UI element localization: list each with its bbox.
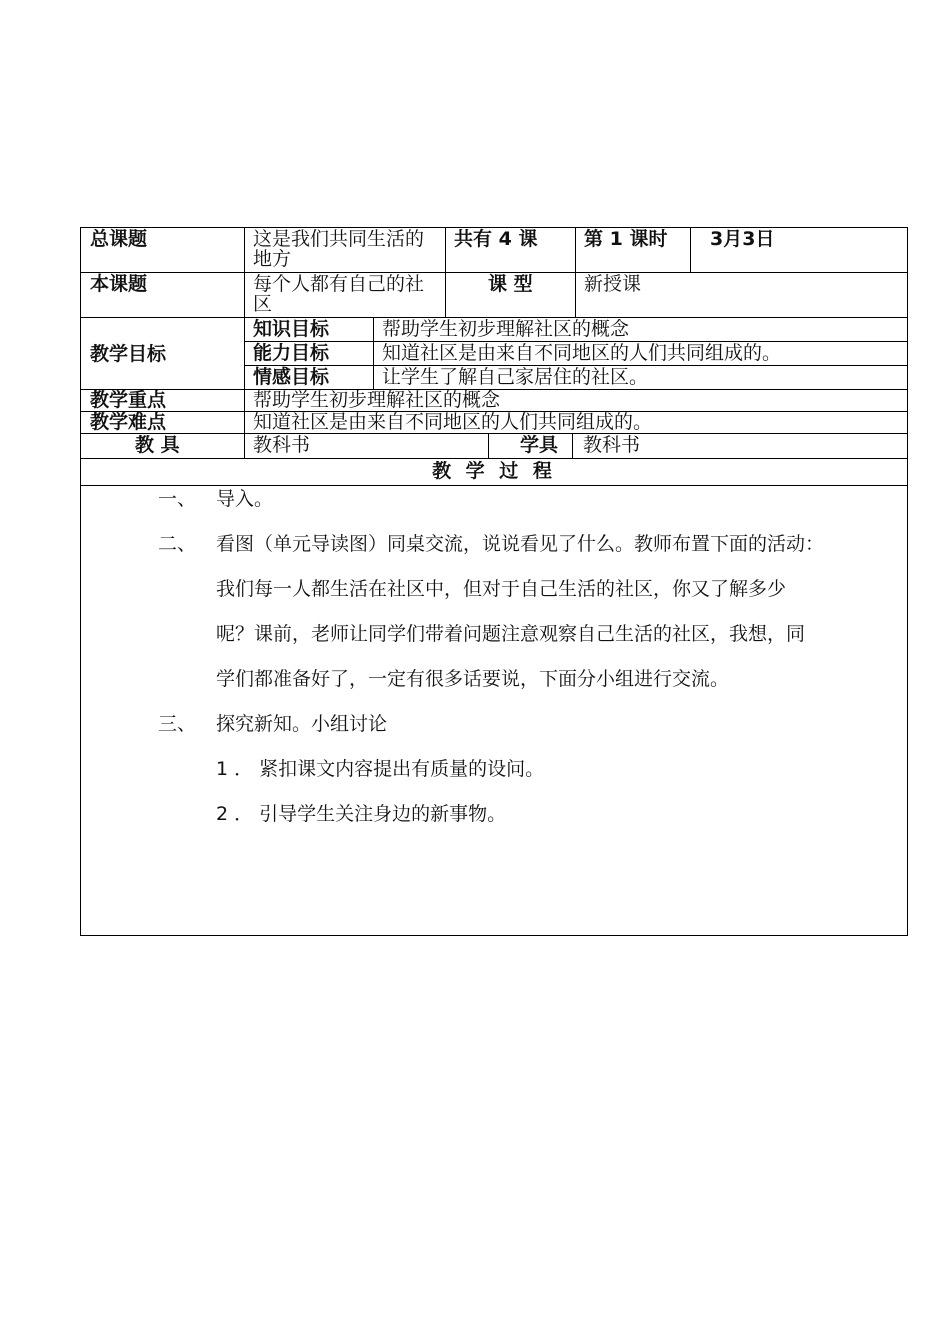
row-divider: [80, 458, 908, 459]
process-line: 探究新知。小组讨论: [216, 713, 388, 735]
process-title: 教 学 过 程: [432, 460, 556, 482]
student-tools-value: 教科书: [583, 434, 641, 456]
difficulty-text: 知道社区是由来自不同地区的人们共同组成的。: [253, 411, 653, 433]
col-divider: [488, 433, 489, 458]
process-line: 1 ． 紧扣课文内容提出有质量的设问。: [216, 758, 545, 780]
col-divider: [445, 227, 446, 317]
teacher-tools-value: 教科书: [253, 434, 311, 456]
process-body: [80, 477, 908, 897]
student-tools-label: 学具: [520, 434, 559, 456]
col-divider: [690, 227, 691, 272]
goal-emotion-text: 让学生了解自己家居住的社区。: [382, 366, 649, 388]
process-line-num: 一、: [158, 488, 197, 510]
goal-knowledge-label: 知识目标: [253, 318, 330, 340]
goal-ability-label: 能力目标: [253, 342, 330, 364]
col-divider: [373, 317, 374, 389]
type-label: 课 型: [488, 273, 533, 295]
process-line: 看图（单元导读图）同桌交流，说说看见了什么。教师布置下面的活动：: [216, 533, 825, 555]
total-topic-value: 这是我们共同生活的地方: [253, 228, 425, 270]
col-divider: [575, 227, 576, 317]
process-line: 学们都准备好了，一定有很多话要说，下面分小组进行交流。: [216, 668, 730, 690]
focus-text: 帮助学生初步理解社区的概念: [253, 389, 501, 411]
focus-label: 教学重点: [90, 389, 167, 411]
process-line: 导入。: [216, 488, 274, 510]
lesson-date: 3月3日: [710, 228, 775, 250]
process-line: 我们每一人都生活在社区中，但对于自己生活的社区，你又了解多少: [216, 578, 787, 600]
table-border-bottom: [80, 935, 908, 936]
goals-label: 教学目标: [90, 343, 167, 365]
type-value: 新授课: [584, 273, 642, 295]
process-line-num: 二、: [158, 533, 197, 555]
topic-label: 本课题: [90, 273, 148, 295]
teacher-tools-label: 教 具: [135, 434, 180, 456]
goal-ability-text: 知道社区是由来自不同地区的人们共同组成的。: [382, 342, 782, 364]
process-line: 2 ． 引导学生关注身边的新事物。: [216, 803, 507, 825]
process-line: 呢？课前，老师让同学们带着问题注意观察自己生活的社区，我想，同: [216, 623, 806, 645]
difficulty-label: 教学难点: [90, 411, 167, 433]
row-divider: [80, 433, 908, 434]
total-lessons: 共有 4 课: [454, 228, 538, 250]
col-divider: [244, 227, 245, 458]
col-divider: [572, 433, 573, 458]
total-topic-label: 总课题: [90, 228, 148, 250]
process-line-num: 三、: [158, 713, 197, 735]
topic-value: 每个人都有自己的社区: [253, 273, 425, 315]
goal-knowledge-text: 帮助学生初步理解社区的概念: [382, 318, 630, 340]
goal-emotion-label: 情感目标: [253, 366, 330, 388]
lesson-number: 第 1 课时: [584, 228, 668, 250]
